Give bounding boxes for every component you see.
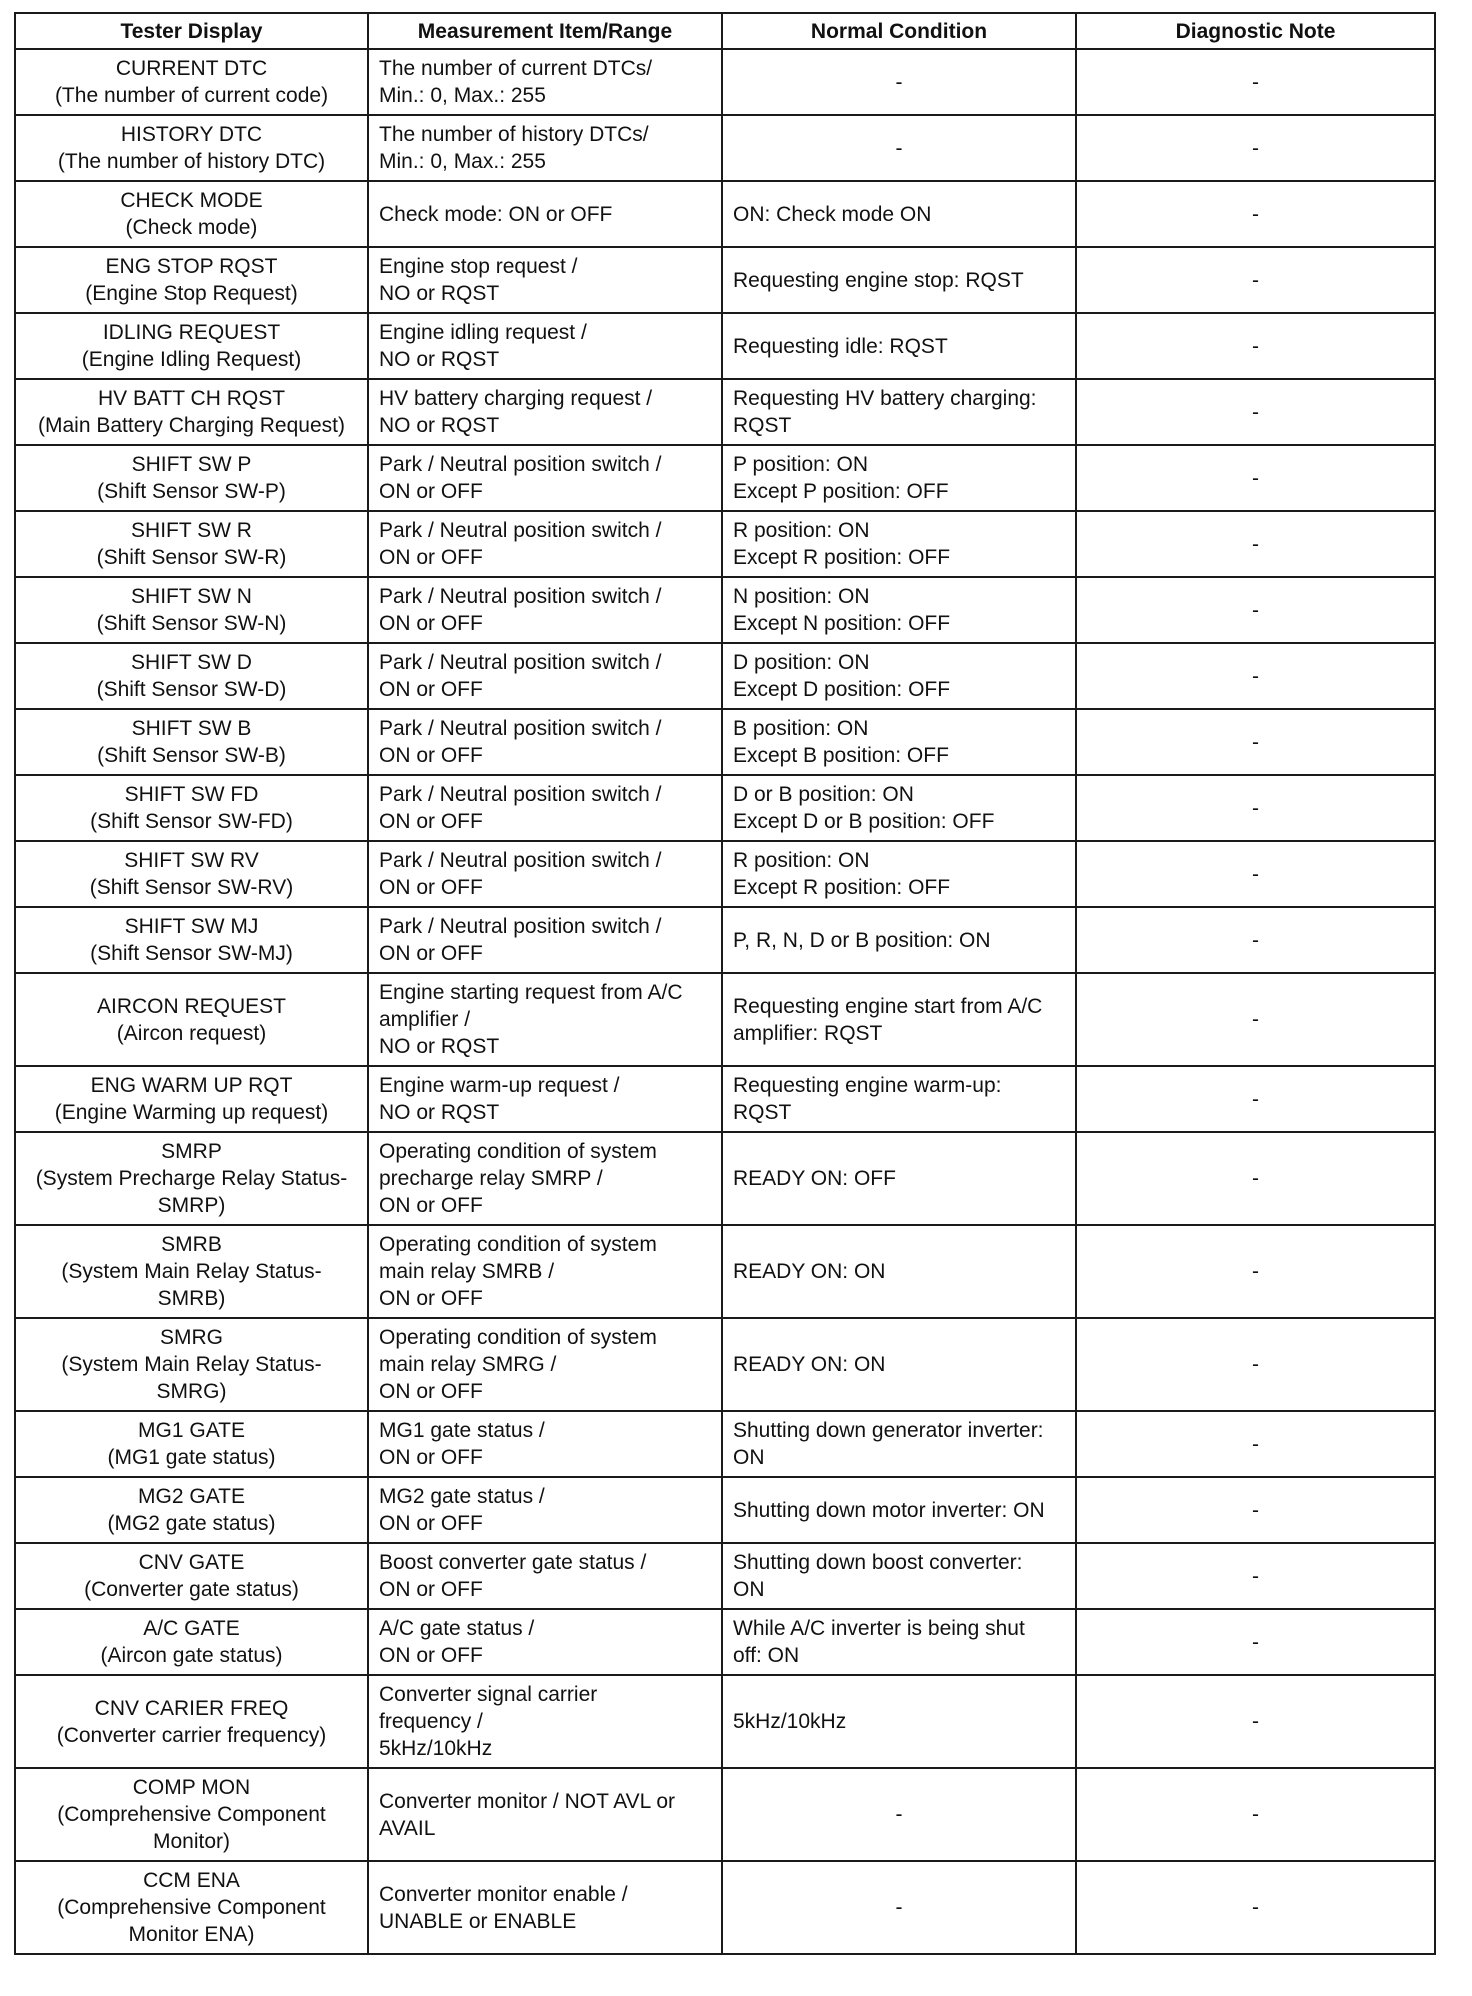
measurement-cell-line: AVAIL [379,1816,436,1840]
normal-condition-cell-line: Except R position: OFF [733,876,951,899]
measurement-cell-line: ON or OFF [379,1644,483,1667]
tester-display-cell-line: SHIFT SW R [131,519,252,542]
table-row [15,1861,1435,1954]
tester-display-cell [15,1543,368,1609]
table-row [15,379,1435,445]
tester-display-cell-line: SMRG) [156,1380,227,1403]
tester-display-cell-line: (Engine Warming up request) [54,1101,329,1124]
tester-display-cell-line: (Shift Sensor SW-P) [97,480,286,503]
table-row [15,1132,1435,1225]
tester-display-cell-line: (System Precharge Relay Status- [35,1167,348,1190]
tester-display-cell [15,1768,368,1861]
measurement-cell [368,1675,722,1768]
normal-condition-cell [722,379,1076,445]
table-row [15,115,1435,181]
tester-display-cell-line: (Main Battery Charging Request) [38,414,345,437]
tester-display-cell [15,445,368,511]
tester-display-cell-line: (Engine Stop Request) [85,282,298,305]
measurement-cell-line: Min.: 0, Max.: 255 [379,150,546,173]
tester-display-cell-line: (Check mode) [125,216,258,239]
tester-display-cell-line: SHIFT SW N [131,585,252,608]
tester-display-cell [15,709,368,775]
header-tester-display: Tester Display [15,13,368,49]
tester-display-cell [15,511,368,577]
measurement-cell-line: Park / Neutral position switch / [379,915,662,938]
tester-display-cell-line: ENG WARM UP RQT [90,1074,293,1097]
tester-display-cell-line: CHECK MODE [120,189,263,212]
tester-display-cell [15,643,368,709]
tester-display-cell [15,379,368,445]
diagnostic-note-cell: - [1076,1477,1435,1543]
tester-display-cell-line: CNV CARIER FREQ [94,1696,289,1720]
table-row [15,1609,1435,1675]
measurement-cell [368,379,722,445]
diagnostic-note-cell: - [1076,775,1435,841]
normal-condition-cell-line: D position: ON [733,651,870,674]
measurement-cell-line: The number of history DTCs/ [379,123,649,146]
measurement-cell [368,1066,722,1132]
diagnostic-note-cell: - [1076,181,1435,247]
tester-display-cell-line: (MG1 gate status) [107,1446,276,1469]
tester-display-cell [15,973,368,1066]
measurement-cell [368,775,722,841]
tester-display-cell [15,1675,368,1768]
diagnostic-note-cell: - [1076,1768,1435,1861]
tester-display-cell [15,907,368,973]
tester-display-cell [15,1477,368,1543]
measurement-cell-line: Park / Neutral position switch / [379,585,662,608]
normal-condition-cell [722,643,1076,709]
header-diagnostic-note: Diagnostic Note [1076,13,1435,49]
tester-display-cell-line: ENG STOP RQST [105,255,278,278]
tester-display-cell-line: (Converter carrier frequency) [56,1723,327,1747]
diagnostic-note-cell: - [1076,1861,1435,1954]
measurement-cell [368,1477,722,1543]
tester-display-cell-line: A/C GATE [143,1617,240,1640]
measurement-cell [368,1132,722,1225]
tester-display-cell-line: CNV GATE [138,1551,245,1574]
table-row [15,1318,1435,1411]
tester-display-cell-line: (Converter gate status) [84,1578,299,1601]
tester-display-cell-line: SHIFT SW D [131,651,252,674]
diagnostic-note-cell: - [1076,1543,1435,1609]
tester-display-cell-line: (Shift Sensor SW-R) [96,546,287,569]
table-row [15,445,1435,511]
tester-display-cell-line: IDLING REQUEST [102,321,281,344]
tester-display-cell-line: (Aircon gate status) [100,1644,283,1667]
normal-condition-cell [722,973,1076,1066]
measurement-cell-line: ON or OFF [379,1446,483,1469]
measurement-cell-line: Park / Neutral position switch / [379,783,662,806]
tester-display-cell-line: SMRG [160,1326,223,1349]
tester-display-cell [15,247,368,313]
normal-condition-cell [722,247,1076,313]
table-row [15,643,1435,709]
measurement-cell-line: UNABLE or ENABLE [379,1909,577,1933]
tester-display-cell [15,181,368,247]
measurement-cell-line: ON or OFF [379,744,483,767]
normal-condition-cell [722,445,1076,511]
normal-condition-cell [722,1477,1076,1543]
normal-condition-cell-line: N position: ON [733,585,870,608]
normal-condition-cell-line: Shutting down boost converter: [733,1551,1023,1574]
table-row [15,1543,1435,1609]
diagnostic-note-cell: - [1076,1318,1435,1411]
diagnostic-note-cell: - [1076,115,1435,181]
normal-condition-cell-line: ON: Check mode ON [733,202,932,226]
table-row [15,709,1435,775]
normal-condition-cell-line: While A/C inverter is being shut [733,1617,1025,1640]
normal-condition-cell-line: R position: ON [733,849,870,872]
tester-display-cell-line: (Comprehensive Component [57,1803,326,1826]
measurement-cell-line: NO or RQST [379,1101,500,1124]
table-row [15,1675,1435,1768]
tester-display-cell-line: (Shift Sensor SW-D) [96,678,287,701]
measurement-cell [368,1768,722,1861]
tester-display-cell [15,775,368,841]
measurement-cell-line: ON or OFF [379,1578,483,1601]
tester-display-cell-line: Monitor ENA) [128,1923,255,1946]
diagnostic-note-cell: - [1076,1609,1435,1675]
tester-display-cell [15,49,368,115]
tester-display-cell [15,1132,368,1225]
tester-display-cell-line: SHIFT SW RV [124,849,259,872]
tester-display-cell-line: (Shift Sensor SW-RV) [89,876,294,899]
tester-display-cell-line: (MG2 gate status) [107,1512,276,1535]
normal-condition-cell-line: P position: ON [733,453,869,476]
tester-display-cell [15,1861,368,1954]
normal-condition-cell-line: Except P position: OFF [733,480,949,503]
normal-condition-cell-line: P, R, N, D or B position: ON [733,928,991,952]
measurement-cell-line: A/C gate status / [379,1617,535,1640]
tester-display-cell [15,1225,368,1318]
normal-condition-cell-line: RQST [733,1101,792,1124]
tester-display-cell-line: SMRP [161,1140,222,1163]
measurement-cell-line: The number of current DTCs/ [379,57,653,80]
diagnostic-note-cell: - [1076,643,1435,709]
normal-condition-cell-line: Except D or B position: OFF [733,810,995,833]
diagnostic-note-cell: - [1076,445,1435,511]
normal-condition-cell [722,1411,1076,1477]
measurement-cell [368,577,722,643]
table-body [15,49,1435,1954]
diagnostic-note-cell: - [1076,577,1435,643]
tester-display-cell-line: SHIFT SW B [131,717,252,740]
measurement-cell-line: ON or OFF [379,1380,483,1403]
table-row [15,1225,1435,1318]
diagnostic-note-cell: - [1076,973,1435,1066]
tester-display-cell-line: Monitor) [152,1830,231,1853]
measurement-cell-line: ON or OFF [379,810,483,833]
measurement-cell-line: main relay SMRG / [379,1353,557,1376]
measurement-cell-line: ON or OFF [379,942,483,965]
measurement-cell-line: ON or OFF [379,678,483,701]
diagnostic-note-cell: - [1076,511,1435,577]
tester-display-cell-line: (Shift Sensor SW-MJ) [90,942,293,965]
measurement-cell-line: NO or RQST [379,414,500,437]
measurement-cell-line: ON or OFF [379,1194,483,1217]
tester-display-cell-line: (Shift Sensor SW-FD) [90,810,293,833]
normal-condition-cell-line: Requesting engine warm-up: [733,1074,1002,1097]
tester-display-cell-line: SMRB [161,1233,222,1256]
measurement-cell-line: 5kHz/10kHz [379,1737,493,1760]
measurement-cell-line: amplifier / [379,1008,471,1031]
normal-condition-cell [722,709,1076,775]
tester-display-cell-line: (Engine Idling Request) [81,348,302,371]
tester-display-cell [15,1411,368,1477]
tester-display-cell-line: (Shift Sensor SW-N) [96,612,287,635]
normal-condition-cell-line: ON [733,1446,765,1469]
measurement-cell-line: Park / Neutral position switch / [379,717,662,740]
normal-condition-cell-line: - [895,1896,903,1919]
measurement-cell-line: ON or OFF [379,546,483,569]
tester-display-cell-line: CCM ENA [143,1869,240,1892]
measurement-cell-line: NO or RQST [379,282,500,305]
measurement-cell-line: Check mode: ON or OFF [379,202,613,226]
normal-condition-cell [722,841,1076,907]
diagnostic-note-cell: - [1076,841,1435,907]
tester-display-cell-line: SHIFT SW P [131,453,252,476]
measurement-cell-line: Converter monitor / NOT AVL or [379,1789,676,1813]
normal-condition-cell-line: B position: ON [733,717,869,740]
tester-display-cell-line: (Shift Sensor SW-B) [97,744,286,767]
measurement-cell-line: ON or OFF [379,1512,483,1535]
normal-condition-cell-line: D or B position: ON [733,783,914,806]
normal-condition-cell-line: Except B position: OFF [733,744,949,767]
normal-condition-cell [722,1318,1076,1411]
normal-condition-cell [722,1768,1076,1861]
table-row [15,841,1435,907]
measurement-cell [368,643,722,709]
normal-condition-cell-line: - [895,70,903,94]
measurement-cell [368,1225,722,1318]
normal-condition-cell [722,511,1076,577]
diagnostic-note-cell: - [1076,313,1435,379]
tester-display-cell-line: (System Main Relay Status- [61,1260,322,1283]
header-measurement: Measurement Item/Range [368,13,722,49]
normal-condition-cell-line: - [895,136,903,160]
measurement-cell-line: main relay SMRB / [379,1260,555,1283]
measurement-cell [368,907,722,973]
normal-condition-cell-line: amplifier: RQST [733,1021,883,1045]
normal-condition-cell [722,1675,1076,1768]
measurement-cell-line: Engine warm-up request / [379,1074,620,1097]
table-row [15,973,1435,1066]
measurement-cell [368,841,722,907]
table-row [15,181,1435,247]
measurement-cell-line: Park / Neutral position switch / [379,453,662,476]
measurement-cell [368,1411,722,1477]
table-row [15,577,1435,643]
normal-condition-cell-line: Requesting engine stop: RQST [733,268,1024,292]
measurement-cell-line: Converter monitor enable / [379,1882,628,1906]
normal-condition-cell [722,1609,1076,1675]
tester-display-cell-line: SHIFT SW FD [124,783,259,806]
measurement-cell-line: HV battery charging request / [379,387,653,410]
normal-condition-cell [722,907,1076,973]
normal-condition-cell-line: READY ON: ON [733,1260,886,1283]
measurement-cell [368,1861,722,1954]
normal-condition-cell-line: - [895,1803,903,1826]
measurement-cell-line: Engine starting request from A/C [379,981,683,1004]
normal-condition-cell-line: Shutting down motor inverter: ON [733,1498,1045,1522]
tester-display-cell [15,1609,368,1675]
normal-condition-cell [722,775,1076,841]
normal-condition-cell-line: Requesting HV battery charging: [733,387,1037,410]
measurement-cell [368,1609,722,1675]
tester-display-cell-line: SMRP) [157,1194,226,1217]
tester-display-cell [15,577,368,643]
normal-condition-cell [722,1066,1076,1132]
tester-display-cell-line: HISTORY DTC [120,123,263,146]
diagnostic-note-cell: - [1076,907,1435,973]
tester-display-cell-line: CURRENT DTC [115,57,268,80]
diagnostic-note-cell: - [1076,1675,1435,1768]
tester-display-cell [15,841,368,907]
measurement-cell-line: ON or OFF [379,1287,483,1310]
measurement-cell [368,181,722,247]
diagnostic-note-cell: - [1076,379,1435,445]
measurement-cell-line: Engine idling request / [379,321,587,344]
normal-condition-cell-line: Except N position: OFF [733,612,951,635]
normal-condition-cell-line: 5kHz/10kHz [733,1710,847,1733]
diagnostic-note-cell: - [1076,247,1435,313]
tester-display-cell-line: HV BATT CH RQST [97,387,286,410]
header-normal-condition: Normal Condition [722,13,1076,49]
normal-condition-cell [722,313,1076,379]
normal-condition-cell-line: READY ON: OFF [733,1167,896,1190]
measurement-cell-line: precharge relay SMRP / [379,1167,603,1190]
measurement-cell [368,973,722,1066]
table-row [15,1477,1435,1543]
measurement-cell-line: Engine stop request / [379,255,578,278]
normal-condition-cell [722,115,1076,181]
measurement-cell-line: MG2 gate status / [379,1485,545,1508]
measurement-cell-line: ON or OFF [379,876,483,899]
measurement-cell [368,445,722,511]
measurement-cell-line: Operating condition of system [379,1140,657,1163]
tester-display-table [14,12,1436,1955]
diagnostic-note-cell: - [1076,1066,1435,1132]
tester-display-cell-line: (System Main Relay Status- [61,1353,322,1376]
measurement-cell-line: ON or OFF [379,480,483,503]
tester-display-cell-line: MG1 GATE [138,1419,245,1442]
table-row [15,247,1435,313]
table-row [15,775,1435,841]
measurement-cell [368,115,722,181]
measurement-cell-line: Boost converter gate status / [379,1551,647,1574]
measurement-cell [368,1318,722,1411]
table-row [15,907,1435,973]
normal-condition-cell [722,1861,1076,1954]
normal-condition-cell-line: Shutting down generator inverter: [733,1419,1044,1442]
measurement-cell [368,313,722,379]
table-row [15,1411,1435,1477]
tester-display-cell-line: SMRB) [157,1287,226,1310]
normal-condition-cell-line: ON [733,1578,765,1601]
tester-display-cell [15,115,368,181]
tester-display-cell [15,1318,368,1411]
tester-display-cell [15,313,368,379]
tester-display-cell-line: MG2 GATE [138,1485,245,1508]
measurement-cell [368,709,722,775]
tester-display-cell-line: (Comprehensive Component [57,1896,326,1919]
diagnostic-note-cell: - [1076,1132,1435,1225]
normal-condition-cell-line: READY ON: ON [733,1353,886,1376]
diagnostic-note-cell: - [1076,1225,1435,1318]
diagnostic-note-cell: - [1076,49,1435,115]
table-row [15,1768,1435,1861]
normal-condition-cell [722,577,1076,643]
measurement-cell-line: Min.: 0, Max.: 255 [379,84,546,107]
measurement-cell-line: frequency / [379,1710,483,1733]
measurement-cell-line: Operating condition of system [379,1233,657,1256]
tester-display-cell-line: COMP MON [132,1776,251,1799]
table-row [15,49,1435,115]
tester-display-cell-line: (Aircon request) [116,1021,267,1045]
tester-display-cell-line: AIRCON REQUEST [96,994,287,1018]
measurement-cell-line: Park / Neutral position switch / [379,651,662,674]
tester-display-cell-line: SHIFT SW MJ [124,915,259,938]
normal-condition-cell-line: Except D position: OFF [733,678,951,701]
measurement-cell-line: NO or RQST [379,1035,500,1058]
measurement-cell-line: NO or RQST [379,348,500,371]
normal-condition-cell [722,1543,1076,1609]
measurement-cell [368,247,722,313]
normal-condition-cell [722,49,1076,115]
normal-condition-cell-line: R position: ON [733,519,870,542]
tester-display-cell [15,1066,368,1132]
normal-condition-cell [722,181,1076,247]
normal-condition-cell [722,1132,1076,1225]
measurement-cell-line: Converter signal carrier [379,1683,598,1706]
table-row [15,511,1435,577]
tester-display-cell-line: (The number of current code) [54,84,329,107]
normal-condition-cell-line: Requesting idle: RQST [733,334,948,358]
measurement-cell-line: Park / Neutral position switch / [379,519,662,542]
measurement-cell-line: Operating condition of system [379,1326,657,1349]
tester-display-cell-line: (The number of history DTC) [57,150,326,173]
normal-condition-cell-line: RQST [733,414,792,437]
measurement-cell [368,511,722,577]
measurement-cell [368,49,722,115]
diagnostic-note-cell: - [1076,709,1435,775]
measurement-cell-line: ON or OFF [379,612,483,635]
normal-condition-cell-line: Requesting engine start from A/C [733,994,1043,1018]
table-row [15,313,1435,379]
table-row [15,1066,1435,1132]
measurement-cell [368,1543,722,1609]
normal-condition-cell-line: Except R position: OFF [733,546,951,569]
normal-condition-cell-line: off: ON [733,1644,800,1667]
normal-condition-cell [722,1225,1076,1318]
measurement-cell-line: MG1 gate status / [379,1419,545,1442]
measurement-cell-line: Park / Neutral position switch / [379,849,662,872]
header-row [15,13,1435,49]
diagnostic-note-cell: - [1076,1411,1435,1477]
